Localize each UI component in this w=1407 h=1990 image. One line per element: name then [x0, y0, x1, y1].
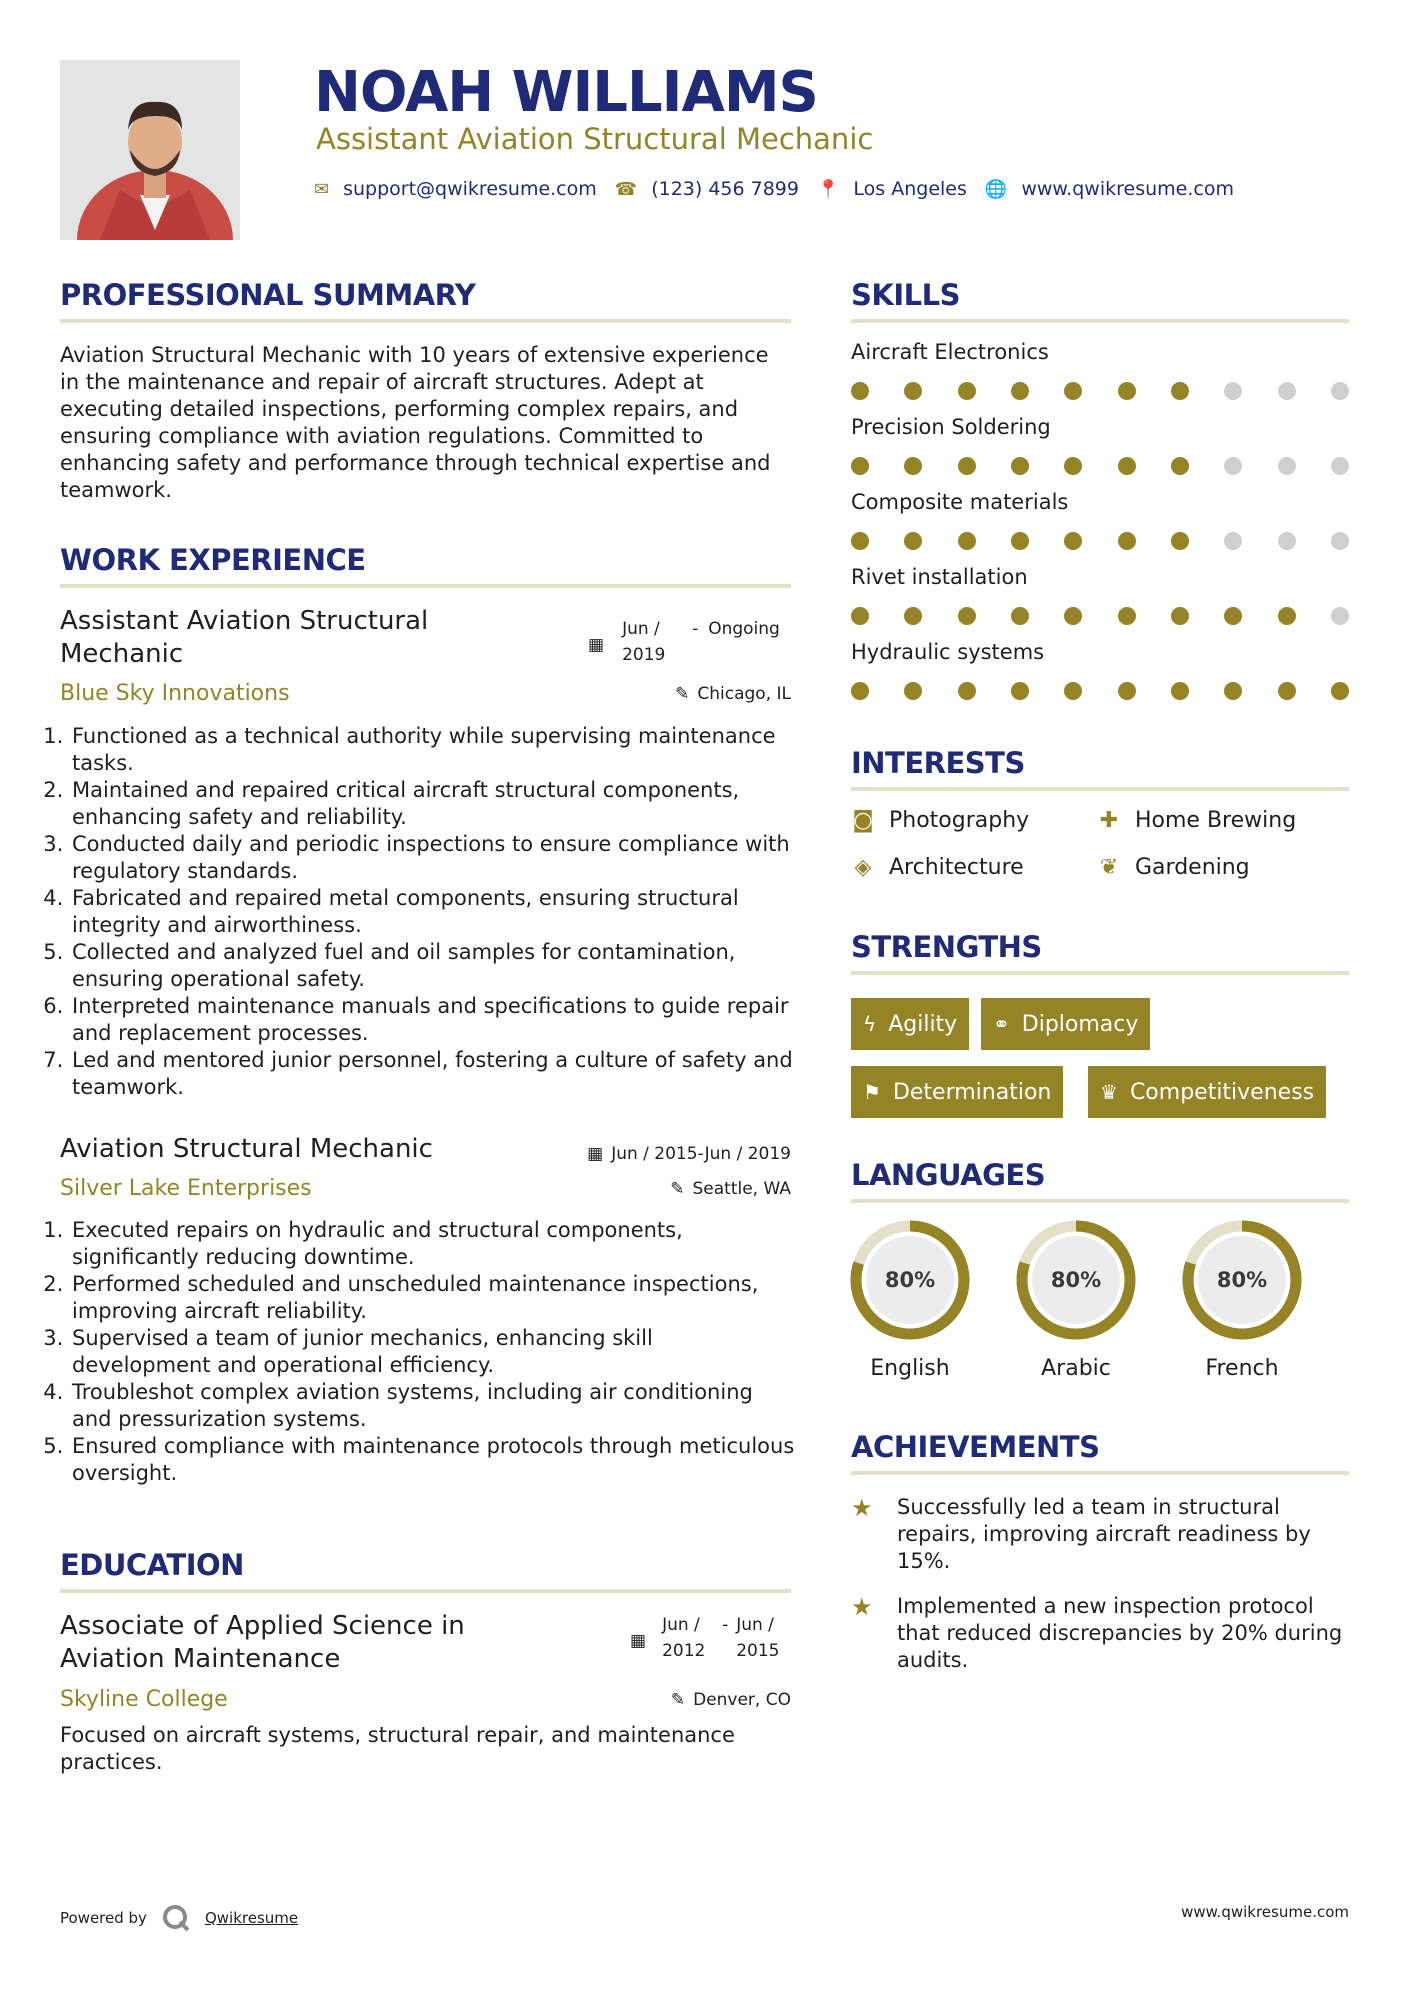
- skill-name: Composite materials: [851, 490, 1069, 514]
- footer-brand: [60, 1903, 298, 1933]
- rating-dot-filled: [1171, 532, 1189, 550]
- summary-heading: PROFESSIONAL SUMMARY: [60, 278, 476, 312]
- job-dates: [560, 1141, 791, 1167]
- trophy-icon: ♛: [1100, 1080, 1118, 1104]
- strength-label: Agility: [888, 1011, 958, 1037]
- rating-dot-filled: [1171, 607, 1189, 625]
- rating-dot-filled: [1011, 457, 1029, 475]
- rating-dot-empty: [1331, 382, 1349, 400]
- summary-divider: [60, 319, 791, 323]
- job-location: [640, 1176, 791, 1202]
- duty-item: 5. Ensured compliance with maintenance protocols through meticulous oversight.: [70, 1433, 797, 1487]
- calendar-icon: ▦: [588, 635, 605, 655]
- job-title: Assistant Aviation Structural Mechanic: [60, 606, 429, 669]
- education-description: Focused on aircraft systems, structural repair, and maintenance practices.: [60, 1723, 735, 1774]
- powered-by-text: Powered by: [60, 1909, 147, 1927]
- language-percent: 80%: [884, 1268, 936, 1292]
- achievement-text: Successfully led a team in structural repairs, improving aircraft readiness by 15%.: [897, 1495, 1311, 1573]
- achievement-item: [851, 1593, 1351, 1674]
- rating-dot-filled: [958, 457, 976, 475]
- star-icon: ★: [851, 1593, 873, 1621]
- strengths-heading: STRENGTHS: [851, 930, 1042, 964]
- skills-heading: SKILLS: [851, 278, 960, 312]
- rating-dot-filled: [851, 457, 869, 475]
- rating-dot-filled: [904, 682, 922, 700]
- achievement-item: [851, 1494, 1351, 1575]
- rating-dot-filled: [1171, 457, 1189, 475]
- duty-item: 6. Interpreted maintenance manuals and specifications to guide repair and replacement processes.: [70, 993, 797, 1047]
- experience-heading: WORK EXPERIENCE: [60, 543, 366, 577]
- map-pin-icon: 📍: [816, 178, 840, 200]
- language-item: [848, 1218, 972, 1381]
- rating-dot-filled: [958, 532, 976, 550]
- duty-item: 5. Collected and analyzed fuel and oil samples for contamination, ensuring operational safety.: [70, 939, 797, 993]
- rating-dot-filled: [958, 607, 976, 625]
- brand-link[interactable]: Qwikresume: [204, 1909, 299, 1927]
- language-name: French: [1205, 1356, 1279, 1381]
- rating-dot-filled: [1064, 382, 1082, 400]
- job-duties: [52, 723, 797, 1101]
- footer-website-text: www.qwikresume.com: [1181, 1903, 1349, 1921]
- puzzle-icon: ✚: [1099, 808, 1119, 833]
- date-separator: -: [692, 619, 699, 639]
- rating-dot-filled: [1064, 532, 1082, 550]
- ruler-icon: ◈: [854, 855, 872, 880]
- rating-dot-filled: [1011, 607, 1029, 625]
- strength-label: Determination: [892, 1079, 1052, 1105]
- location-text: Los Angeles: [853, 178, 967, 200]
- rating-dot-empty: [1224, 457, 1242, 475]
- interest-label: Architecture: [889, 855, 1024, 880]
- achievements-heading: ACHIEVEMENTS: [851, 1430, 1100, 1464]
- rating-dot-filled: [958, 382, 976, 400]
- languages-heading: LANGUAGES: [851, 1158, 1046, 1192]
- interests-heading: INTERESTS: [851, 746, 1025, 780]
- duty-item: 7. Led and mentored junior personnel, fostering a culture of safety and teamwork.: [70, 1047, 797, 1101]
- globe-icon: 🌐: [984, 178, 1008, 200]
- job-dates: [588, 616, 780, 668]
- job-end-date: Ongoing: [708, 619, 780, 639]
- interest-item: [1097, 808, 1296, 833]
- language-name: Arabic: [1041, 1356, 1111, 1381]
- interests-divider: [851, 787, 1349, 791]
- star-icon: ★: [851, 1494, 873, 1522]
- avatar: [60, 60, 240, 240]
- flag-icon: ⚑: [863, 1080, 881, 1104]
- rating-dot-filled: [1278, 682, 1296, 700]
- contact-location: [817, 178, 967, 200]
- language-percent: 80%: [1216, 1268, 1268, 1292]
- pin-icon: ✎: [670, 1690, 686, 1710]
- job-location-text: Seattle, WA: [692, 1179, 791, 1199]
- duty-item: 4. Troubleshot complex aviation systems, including air conditioning and pressurization systems.: [70, 1379, 797, 1433]
- rating-dot-filled: [1331, 682, 1349, 700]
- calendar-icon: ▦: [587, 1144, 604, 1164]
- calendar-icon: ▦: [630, 1631, 647, 1651]
- phone-icon: ☎: [614, 178, 638, 200]
- language-percent: 80%: [1050, 1268, 1102, 1292]
- strength-label: Diplomacy: [1021, 1011, 1139, 1037]
- company-name: Silver Lake Enterprises: [60, 1176, 312, 1201]
- rating-dot-empty: [1331, 532, 1349, 550]
- rating-dot-filled: [1011, 382, 1029, 400]
- language-name: English: [870, 1356, 950, 1381]
- duty-item: 3. Supervised a team of junior mechanics, enhancing skill development and operational efficiency.: [70, 1325, 797, 1379]
- skills-divider: [851, 319, 1349, 323]
- job-location-text: Chicago, IL: [697, 684, 791, 704]
- interest-item: [851, 855, 1024, 880]
- skill-rating: [851, 607, 1349, 625]
- rating-dot-empty: [1278, 382, 1296, 400]
- language-item: [1180, 1218, 1304, 1381]
- rating-dot-filled: [1118, 382, 1136, 400]
- rating-dot-filled: [851, 682, 869, 700]
- skill-name: Aircraft Electronics: [851, 340, 1049, 364]
- job-duties: [52, 1217, 797, 1487]
- skill-rating: [851, 457, 1349, 475]
- skill-name: Precision Soldering: [851, 415, 1051, 439]
- achievement-text: Implemented a new inspection protocol that reduced discrepancies by 20% during audits.: [897, 1594, 1343, 1672]
- strength-badge: [851, 998, 969, 1050]
- interest-item: [1097, 855, 1250, 880]
- candidate-name: NOAH WILLIAMS: [314, 60, 818, 125]
- rating-dot-filled: [958, 682, 976, 700]
- contact-website[interactable]: [985, 178, 1234, 200]
- duty-item: 1. Functioned as a technical authority while supervising maintenance tasks.: [70, 723, 797, 777]
- duty-item: 3. Conducted daily and periodic inspections to ensure compliance with regulatory standards.: [70, 831, 797, 885]
- rating-dot-filled: [851, 532, 869, 550]
- interest-label: Home Brewing: [1135, 808, 1297, 833]
- education-end-date: Jun / 2015: [736, 1615, 780, 1661]
- job-start-date: Jun / 2019: [622, 619, 666, 665]
- rating-dot-empty: [1278, 457, 1296, 475]
- rating-dot-empty: [1224, 532, 1242, 550]
- education-location: [640, 1687, 791, 1713]
- skill-name: Rivet installation: [851, 565, 1028, 589]
- rating-dot-filled: [1224, 682, 1242, 700]
- date-separator: -: [722, 1615, 729, 1635]
- rating-dot-filled: [851, 382, 869, 400]
- rating-dot-filled: [851, 607, 869, 625]
- camera-icon: ◙: [852, 808, 874, 833]
- interest-label: Gardening: [1135, 855, 1250, 880]
- interest-label: Photography: [889, 808, 1030, 833]
- contact-bar: [314, 178, 1234, 200]
- rating-dot-filled: [1011, 532, 1029, 550]
- rating-dot-filled: [1118, 532, 1136, 550]
- rating-dot-filled: [904, 532, 922, 550]
- duty-item: 4. Fabricated and repaired metal components, ensuring structural integrity and airworthiness.: [70, 885, 797, 939]
- interest-item: [851, 808, 1029, 833]
- website-text: www.qwikresume.com: [1021, 178, 1234, 200]
- strength-badge: [1088, 1066, 1326, 1118]
- strength-label: Competitiveness: [1129, 1079, 1315, 1105]
- rating-dot-empty: [1331, 457, 1349, 475]
- rating-dot-filled: [1118, 607, 1136, 625]
- contact-email[interactable]: [314, 178, 597, 200]
- language-item: [1014, 1218, 1138, 1381]
- skill-name: Hydraulic systems: [851, 640, 1045, 664]
- company-name: Blue Sky Innovations: [60, 681, 290, 706]
- duty-item: 1. Executed repairs on hydraulic and structural components, significantly reducing downtime.: [70, 1217, 797, 1271]
- qwikresume-logo-icon: [161, 1903, 191, 1933]
- duty-item: 2. Maintained and repaired critical aircraft structural components, enhancing safety and reliability.: [70, 777, 797, 831]
- rating-dot-filled: [1171, 682, 1189, 700]
- school-name: Skyline College: [60, 1687, 228, 1712]
- leaf-icon: ❦: [1099, 855, 1119, 880]
- contact-phone[interactable]: [615, 178, 799, 200]
- education-start-date: Jun / 2012: [662, 1615, 706, 1661]
- strength-badge: [851, 1066, 1063, 1118]
- rating-dot-filled: [1118, 682, 1136, 700]
- education-dates: [630, 1612, 788, 1664]
- pin-icon: ✎: [670, 1179, 685, 1199]
- footer-website[interactable]: [1100, 1903, 1349, 1921]
- candidate-title: Assistant Aviation Structural Mechanic: [316, 122, 874, 156]
- job-title: Aviation Structural Mechanic: [60, 1134, 433, 1164]
- profile-photo: [60, 60, 240, 240]
- strength-badge: [981, 998, 1150, 1050]
- skill-rating: [851, 682, 1349, 700]
- rating-dot-empty: [1278, 532, 1296, 550]
- envelope-icon: ✉: [314, 178, 330, 200]
- job-location: [670, 681, 791, 707]
- education-divider: [60, 1589, 791, 1593]
- pin-icon: ✎: [675, 684, 690, 704]
- achievements-divider: [851, 1471, 1349, 1475]
- strengths-divider: [851, 971, 1349, 975]
- handshake-icon: ⚭: [993, 1012, 1010, 1036]
- rating-dot-filled: [1118, 457, 1136, 475]
- education-heading: EDUCATION: [60, 1548, 244, 1582]
- phone-text: (123) 456 7899: [651, 178, 799, 200]
- rating-dot-filled: [1171, 382, 1189, 400]
- rating-dot-filled: [904, 382, 922, 400]
- rating-dot-empty: [1224, 382, 1242, 400]
- rating-dot-filled: [1011, 682, 1029, 700]
- experience-divider: [60, 584, 791, 588]
- bolt-icon: ϟ: [863, 1012, 877, 1036]
- education-location-text: Denver, CO: [693, 1690, 791, 1710]
- rating-dot-filled: [1278, 607, 1296, 625]
- rating-dot-filled: [1064, 457, 1082, 475]
- rating-dot-filled: [1224, 607, 1242, 625]
- job-date-range: Jun / 2015-Jun / 2019: [611, 1144, 791, 1164]
- degree-title: Associate of Applied Science in Aviation Maintenance: [60, 1611, 465, 1674]
- rating-dot-filled: [904, 607, 922, 625]
- languages-divider: [851, 1199, 1349, 1203]
- rating-dot-filled: [1064, 607, 1082, 625]
- rating-dot-empty: [1331, 607, 1349, 625]
- skill-rating: [851, 382, 1349, 400]
- skill-rating: [851, 532, 1349, 550]
- email-text: support@qwikresume.com: [343, 178, 597, 200]
- summary-text: Aviation Structural Mechanic with 10 years of extensive experience in the maintenance and repair of aircraft structures. Adept at executing detailed inspections, performing complex repairs, and ensuring compliance with aviation regulations. Committed to enhancing safety and performance through technical expertise and teamwork.: [60, 343, 771, 502]
- duty-item: 2. Performed scheduled and unscheduled maintenance inspections, improving aircraft reliability.: [70, 1271, 797, 1325]
- rating-dot-filled: [1064, 682, 1082, 700]
- rating-dot-filled: [904, 457, 922, 475]
